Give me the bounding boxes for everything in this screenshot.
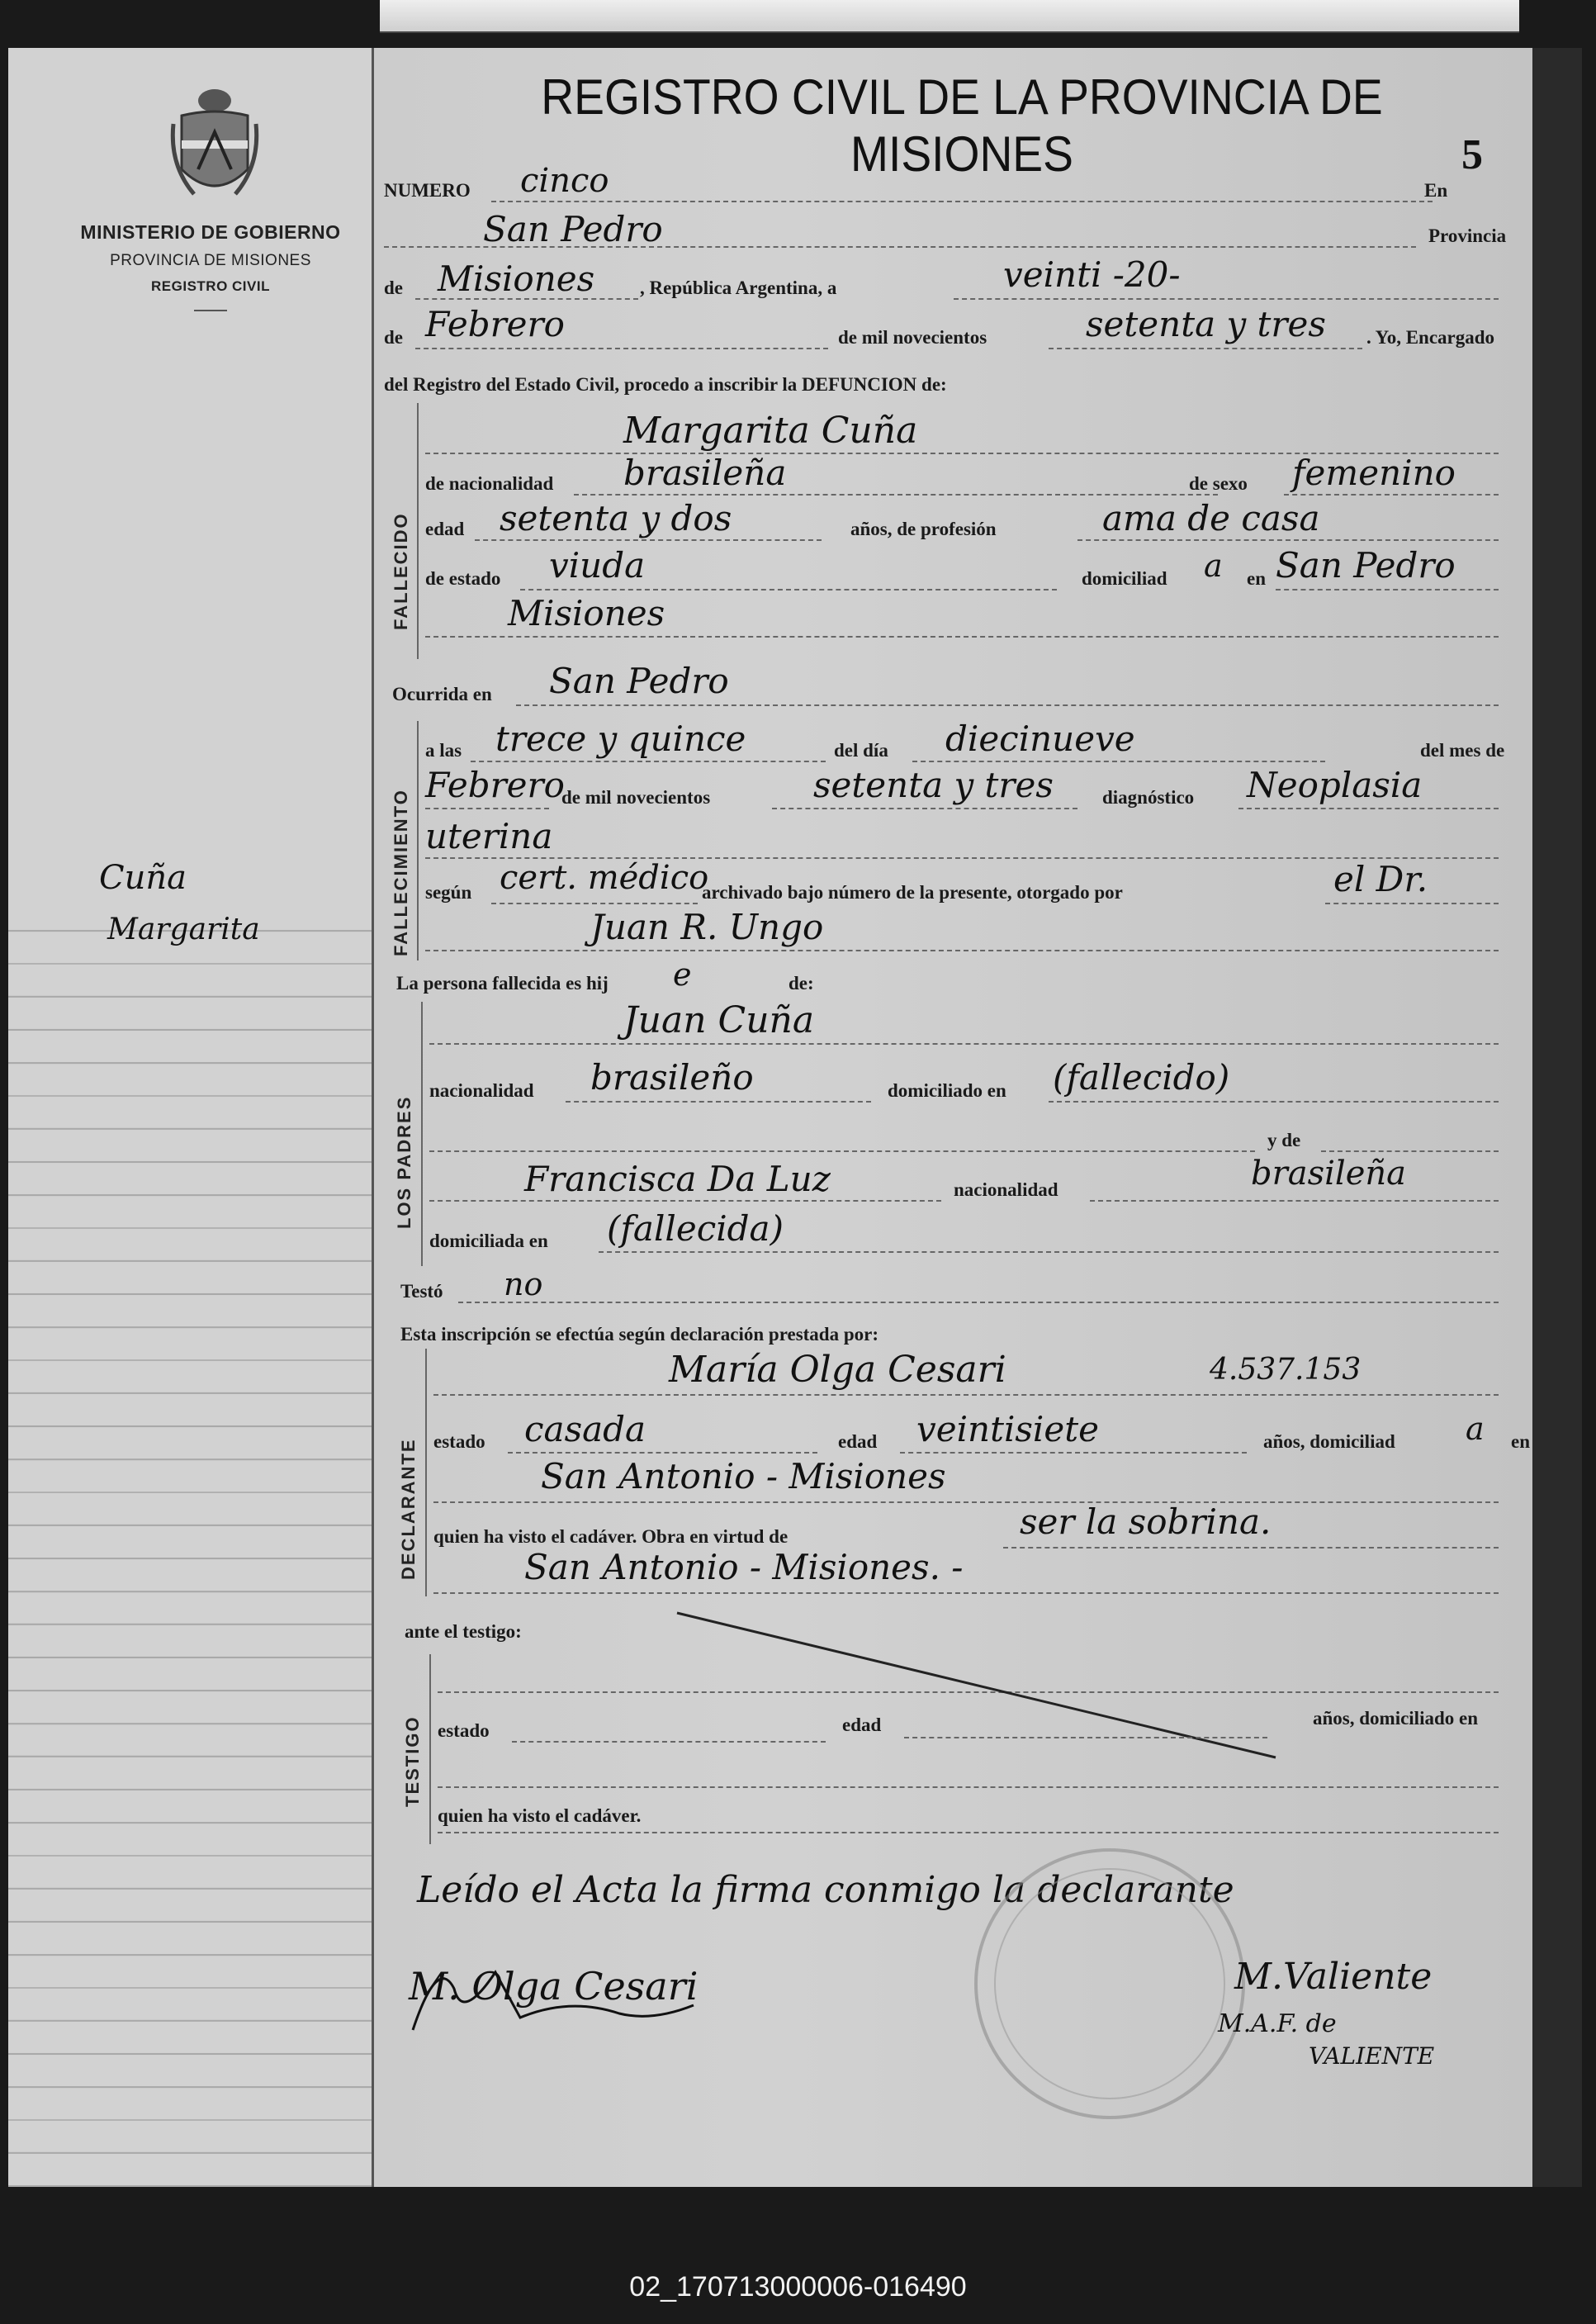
domiciliad-suffix: a <box>1204 548 1223 584</box>
padre-domiciliado-label: domiciliado en <box>888 1080 1006 1101</box>
image-reference: 02_170713000006-016490 <box>629 2271 967 2303</box>
diagnostico-value2: uterina <box>425 816 553 856</box>
ministry-header <box>50 221 372 311</box>
coat-of-arms-icon <box>169 83 260 206</box>
testigo-estado-label: estado <box>438 1720 490 1741</box>
declarante-en-label: en <box>1511 1431 1530 1452</box>
padre-name: Juan Cuña <box>623 999 815 1041</box>
domicilio-value2: Misiones <box>508 593 665 633</box>
province-value: Misiones <box>438 258 595 299</box>
nacionalidad-label: de nacionalidad <box>425 473 554 494</box>
madre-domicilio: (fallecida) <box>607 1208 784 1249</box>
declarante-document: 4.537.153 <box>1210 1353 1362 1387</box>
madre-nacionalidad-label: nacionalidad <box>954 1179 1058 1200</box>
mes-value: Febrero <box>425 765 565 805</box>
ocurrida-label: Ocurrida en <box>392 684 492 704</box>
testigo-anios-label: años, domiciliado en <box>1313 1708 1479 1729</box>
declarante-virtud: ser la sobrina. <box>1020 1501 1272 1542</box>
declarante-signature-flourish <box>405 1939 702 2047</box>
en-label: En <box>1424 180 1448 201</box>
del-mes-label: del mes de <box>1420 740 1505 761</box>
margin-surname: Cuña <box>99 859 187 897</box>
padres-de-label: de: <box>789 973 814 994</box>
book-binding <box>1532 48 1582 2187</box>
declarante-quien-label: quien ha visto el cadáver. Obra en virtud de <box>433 1526 789 1547</box>
domicilio-value: San Pedro <box>1276 545 1456 586</box>
sexo-value: femenino <box>1292 453 1456 493</box>
diagnostico-label: diagnóstico <box>1102 787 1195 808</box>
testo-label: Testó <box>400 1281 443 1302</box>
place-value: San Pedro <box>483 209 663 249</box>
sexo-label: de sexo <box>1189 473 1248 494</box>
edad-label: edad <box>425 519 465 539</box>
numero-label: NUMERO <box>384 180 471 201</box>
deceased-name: Margarita Cuña <box>623 410 918 452</box>
testo-value: no <box>504 1266 543 1302</box>
madre-name: Francisca Da Luz <box>524 1159 831 1199</box>
official-seal <box>974 1848 1245 2119</box>
otorgado-value: el Dr. <box>1333 859 1428 899</box>
padre-nacionalidad-label: nacionalidad <box>429 1080 534 1101</box>
dia-value: diecinueve <box>945 719 1135 759</box>
ante-testigo-label: ante el testigo: <box>405 1621 522 1642</box>
profesion-label: años, de profesión <box>850 519 997 539</box>
padres-section-label: LOS PADRES <box>394 1095 414 1229</box>
officer-signature: M.Valiente <box>1234 1956 1433 1998</box>
officer-caption-1: M.A.F. de <box>1218 2009 1337 2038</box>
margin-given-name: Margarita <box>107 913 260 946</box>
province-name: PROVINCIA DE MISIONES <box>110 252 311 269</box>
declarante-extra: San Antonio - Misiones. - <box>524 1547 964 1587</box>
certificado-value: cert. médico <box>500 859 709 897</box>
segun-label: según <box>425 882 472 903</box>
ocurrida-value: San Pedro <box>549 661 729 701</box>
declarante-estado: casada <box>524 1409 646 1449</box>
month-value: Febrero <box>425 304 565 344</box>
year-value: setenta y tres <box>1086 304 1326 344</box>
republica-label: , República Argentina, a <box>640 277 837 298</box>
provincia-label: Provincia <box>1428 225 1507 246</box>
margin-column <box>8 48 374 2187</box>
declarante-name: María Olga Cesari <box>669 1349 1006 1391</box>
nacionalidad-value: brasileña <box>623 453 787 493</box>
en-label-fallecido: en <box>1247 568 1266 589</box>
de-month-label: de <box>384 327 403 348</box>
fallecimiento-section-label: FALLECIMIENTO <box>391 789 411 956</box>
registro-label: del Registro del Estado Civil, procedo a inscribir la DEFUNCION de: <box>384 374 947 395</box>
declarante-estado-label: estado <box>433 1431 485 1452</box>
medico-value: Juan R. Ungo <box>590 907 824 947</box>
madre-domiciliada-label: domiciliada en <box>429 1231 548 1251</box>
y-de-label: y de <box>1267 1130 1301 1150</box>
declarante-section-label: DECLARANTE <box>398 1438 419 1580</box>
archivado-label: archivado bajo número de la presente, otorgado por <box>702 882 1123 903</box>
hij-label: La persona fallecida es hij <box>396 973 609 994</box>
de-label: de <box>384 277 403 298</box>
numero-value: cinco <box>520 162 609 200</box>
hij-suffix: e <box>673 956 692 993</box>
previous-page-edge <box>380 0 1519 33</box>
madre-nacionalidad: brasileña <box>1251 1155 1406 1193</box>
death-record-form <box>376 48 1532 2187</box>
estado-label: de estado <box>425 568 501 589</box>
declarante-edad: veintisiete <box>916 1409 1099 1449</box>
padre-domicilio: (fallecido) <box>1053 1057 1230 1098</box>
estado-value: viuda <box>549 545 646 586</box>
day-value: veinti -20- <box>1003 254 1181 295</box>
testigo-section-label: TESTIGO <box>402 1715 423 1807</box>
declarante-edad-label: edad <box>838 1431 878 1452</box>
profesion-value: ama de casa <box>1102 498 1320 538</box>
declarante-domicilio: San Antonio - Misiones <box>541 1456 946 1496</box>
diagnostico-value: Neoplasia <box>1247 765 1423 805</box>
page-title: REGISTRO CIVIL DE LA PROVINCIA DE MISIONES <box>541 69 1383 182</box>
domiciliad-label: domiciliad <box>1082 568 1167 589</box>
year-label: de mil novecientos <box>838 327 987 348</box>
a-las-label: a las <box>425 740 462 761</box>
declarante-domiciliad-suffix: a <box>1466 1411 1485 1447</box>
anio-value: setenta y tres <box>813 765 1054 805</box>
page-number: 5 <box>1461 131 1483 178</box>
testigo-edad-label: edad <box>842 1715 882 1735</box>
del-dia-label: del día <box>834 740 888 761</box>
ministry-name: MINISTERIO DE GOBIERNO <box>80 221 341 243</box>
registry-name: REGISTRO CIVIL <box>151 278 270 294</box>
edad-value: setenta y dos <box>500 498 732 538</box>
declarante-signature: M. Olga Cesari <box>409 1964 699 2009</box>
mil-label: de mil novecientos <box>561 787 711 808</box>
yo-label: . Yo, Encargado <box>1366 327 1495 348</box>
closing-statement: Leído el Acta la firma conmigo la declarante <box>417 1869 1234 1911</box>
declaracion-label: Esta inscripción se efectúa según declaración prestada por: <box>400 1324 879 1345</box>
testigo-quien-label: quien ha visto el cadáver. <box>438 1805 642 1826</box>
fallecido-section-label: FALLECIDO <box>391 512 411 630</box>
officer-caption-2: VALIENTE <box>1309 2042 1435 2070</box>
declarante-anios-label: años, domiciliad <box>1263 1431 1395 1452</box>
hora-value: trece y quince <box>495 719 746 759</box>
padre-nacionalidad: brasileño <box>590 1057 754 1098</box>
